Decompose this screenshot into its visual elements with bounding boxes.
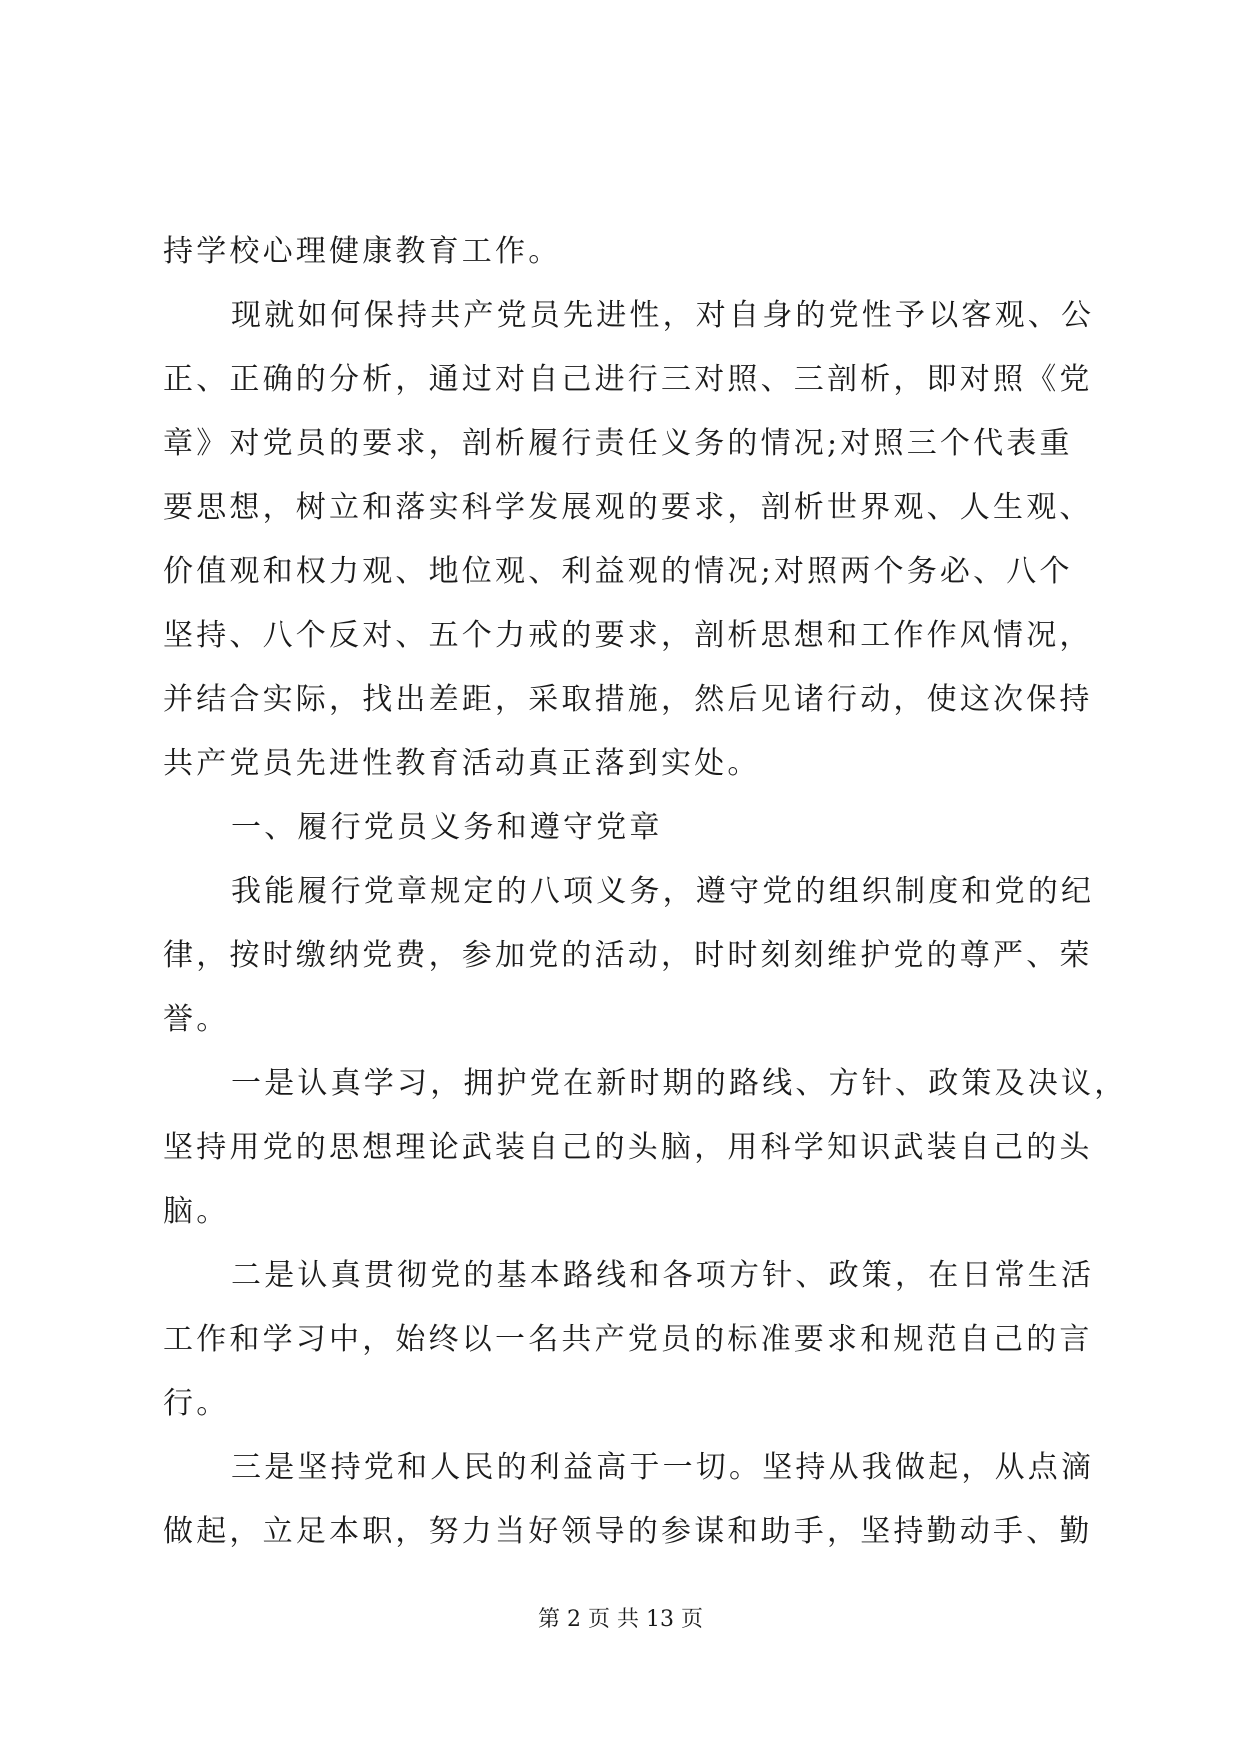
text-line-18: 工作和学习中，始终以一名共产党员的标准要求和规范自己的言 xyxy=(163,1322,1093,1357)
text-line-17: 二是认真贯彻党的基本路线和各项方针、政策，在日常生活 xyxy=(231,1258,1095,1293)
text-line-8: 并结合实际，找出差距，采取措施，然后见诸行动，使这次保持 xyxy=(163,682,1093,717)
text-line-4: 章》对党员的要求，剖析履行责任义务的情况;对照三个代表重 xyxy=(163,426,1073,461)
text-line-14: 一是认真学习，拥护党在新时期的路线、方针、政策及决议， xyxy=(231,1066,1128,1101)
section-heading: 一、履行党员义务和遵守党章 xyxy=(231,810,663,845)
text-line-15: 坚持用党的思想理论武装自己的头脑，用科学知识武装自己的头 xyxy=(163,1130,1093,1165)
document-body xyxy=(163,230,1128,1574)
text-line-11: 我能履行党章规定的八项义务，遵守党的组织制度和党的纪 xyxy=(231,874,1095,909)
text-line-12: 律，按时缴纳党费，参加党的活动，时时刻刻维护党的尊严、荣 xyxy=(163,938,1093,973)
text-line-3: 正、正确的分析，通过对自己进行三对照、三剖析，即对照《党 xyxy=(163,362,1093,397)
text-line-13: 誉。 xyxy=(163,1002,230,1037)
text-line-19: 行。 xyxy=(163,1386,230,1421)
text-line-21: 做起，立足本职，努力当好领导的参谋和助手，坚持勤动手、勤 xyxy=(163,1514,1093,1549)
text-line-2: 现就如何保持共产党员先进性，对自身的党性予以客观、公 xyxy=(231,298,1095,333)
text-line-20: 三是坚持党和人民的利益高于一切。坚持从我做起，从点滴 xyxy=(231,1450,1095,1485)
text-line-16: 脑。 xyxy=(163,1194,230,1229)
text-line-5: 要思想，树立和落实科学发展观的要求，剖析世界观、人生观、 xyxy=(163,490,1093,525)
text-line-9: 共产党员先进性教育活动真正落到实处。 xyxy=(163,746,761,781)
page-footer: 第 2 页 共 13 页 xyxy=(538,1607,703,1632)
text-line-1: 持学校心理健康教育工作。 xyxy=(163,234,562,269)
text-line-6: 价值观和权力观、地位观、利益观的情况;对照两个务必、八个 xyxy=(163,554,1073,589)
text-line-7: 坚持、八个反对、五个力戒的要求，剖析思想和工作作风情况， xyxy=(163,618,1093,653)
